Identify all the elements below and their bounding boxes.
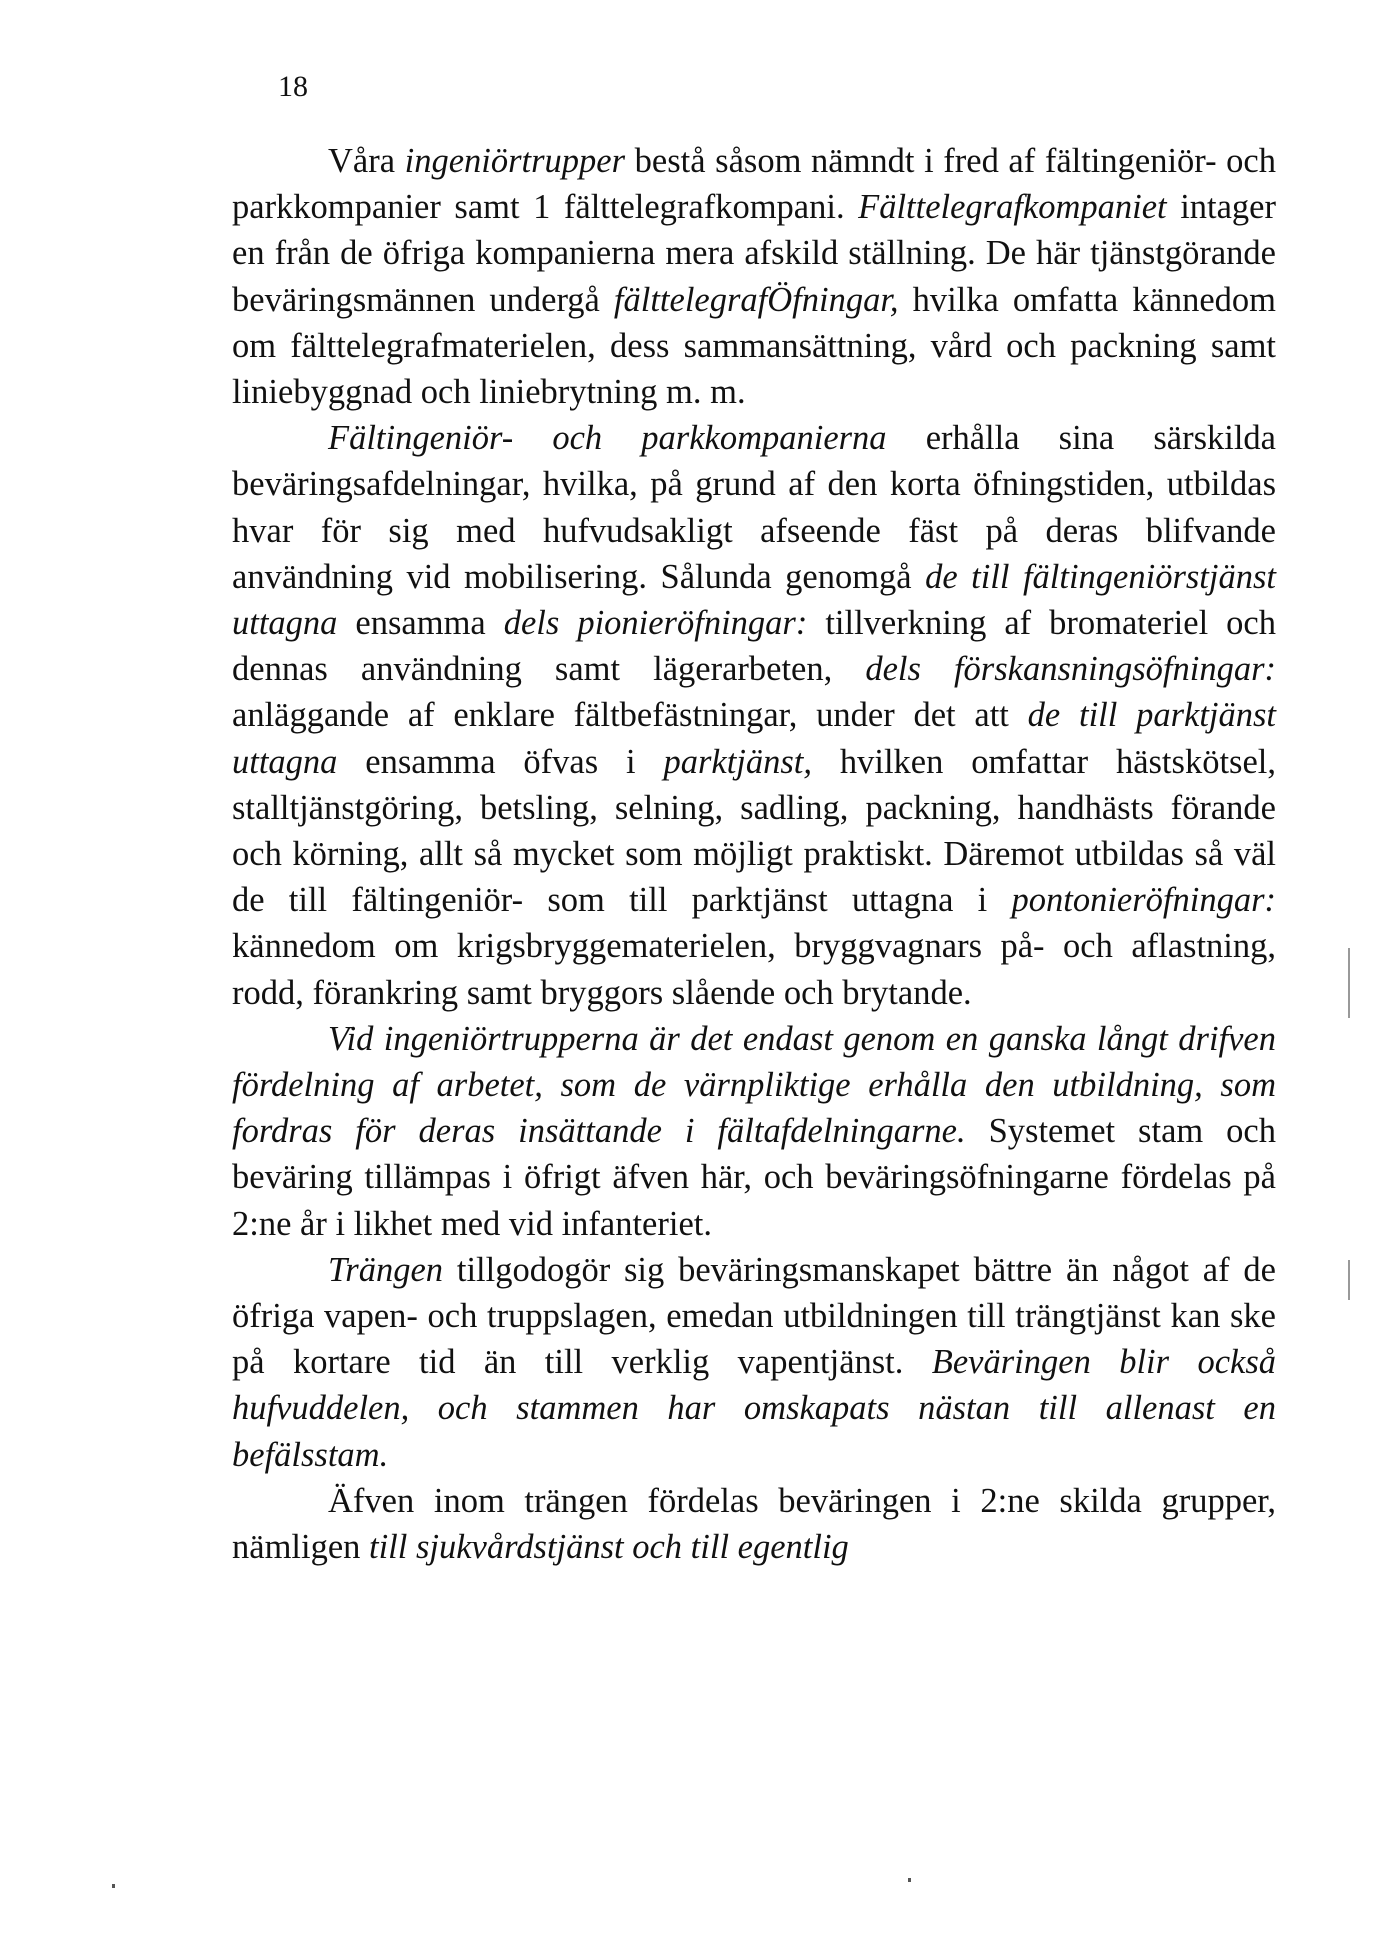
italic-text-run: pontonieröfningar: bbox=[1011, 881, 1276, 920]
italic-text-run: ingeniörtrupper bbox=[404, 142, 626, 180]
body-text bbox=[232, 138, 1276, 1570]
text-run: erhålla sina särskilda beväringsafdelningar, hvilka, på grund af den korta öfningstiden, utbildas hvar för sig med hufvudsakligt afseende fäst på deras blifvande användning vid mobilisering. Sålunda genomgå bbox=[232, 419, 1276, 596]
italic-text-run: Fälttelegrafkompaniet bbox=[858, 188, 1167, 227]
scan-speck bbox=[908, 1878, 911, 1882]
text-run: Våra bbox=[328, 142, 405, 180]
paragraph-ingeniortrupper bbox=[232, 138, 1276, 415]
text-run: anläggande af enklare fältbefästningar, under det att bbox=[232, 696, 1028, 735]
italic-text-run: de till parktjänst uttagna bbox=[232, 696, 1277, 781]
italic-text-run: till sjukvårdstjänst och till egentlig bbox=[369, 1528, 849, 1567]
italic-text-run: Beväringen blir också hufvuddelen, och stammen har omskapats nästan till allenast en befälsstam. bbox=[232, 1343, 1277, 1474]
scan-speck bbox=[112, 1884, 115, 1888]
text-run: tillgodogör sig beväringsmanskapet bättre än något af de öfriga vapen- och truppslagen, emedan utbildningen till trängtjänst kan ske på kortare tid än till verklig vapentjänst. bbox=[232, 1250, 1276, 1382]
italic-text-run: Trängen bbox=[328, 1250, 444, 1289]
paragraph-afven-inom-trangen bbox=[232, 1478, 1276, 1570]
margin-scan-mark bbox=[1348, 948, 1350, 1018]
text-run: bestå såsom nämndt i fred af fältingeniör- och parkkompanier samt 1 fälttelegrafkompani. bbox=[232, 142, 1276, 227]
paragraph-faltingenior bbox=[232, 415, 1276, 1016]
text-run: Systemet stam och beväring tillämpas i öfrigt äfven här, och beväringsöfningarne fördelas på 2:ne år i likhet med vid infanteriet. bbox=[232, 1112, 1276, 1243]
text-run: hvilka omfatta kännedom om fälttelegrafmaterielen, dess sammansättning, vård och packning samt liniebyggnad och liniebrytning m. m. bbox=[232, 280, 1276, 412]
italic-text-run: parktjänst, bbox=[663, 742, 813, 781]
italic-text-run: de till fältingeniörstjänst uttagna bbox=[232, 557, 1276, 643]
text-run: hvilken omfattar hästskötsel, stalltjänstgöring, betsling, selning, sadling, packning, handhästs förande och körning, allt så mycket som möjligt praktiskt. Däremot utbildas så väl de till fältingeniör- som till parktjänst uttagna i bbox=[232, 742, 1276, 920]
italic-text-run: fälttelegrafÖfningar, bbox=[613, 280, 899, 319]
text-run: Äfven inom trängen fördelas beväringen i 2:ne skilda grupper, nämligen bbox=[232, 1481, 1276, 1567]
italic-text-run: dels pionieröfningar: bbox=[503, 604, 808, 643]
paragraph-trangen bbox=[232, 1247, 1276, 1478]
text-run: tillverkning af bromateriel och dennas användning samt lägerarbeten, bbox=[232, 604, 1276, 689]
italic-text-run: dels förskansningsöfningar: bbox=[865, 650, 1276, 689]
text-run: intager en från de öfriga kompanierna mera afskild ställning. De här tjänstgörande beväringsmännen undergå bbox=[232, 188, 1276, 319]
page-number: 18 bbox=[278, 70, 308, 103]
italic-text-run: Fältingeniör- och parkkompanierna bbox=[328, 419, 887, 458]
text-run: ensamma öfvas i bbox=[337, 742, 664, 781]
text-run: kännedom om krigsbryggematerielen, bryggvagnars på- och aflastning, rodd, förankring samt bryggors slående och brytande. bbox=[232, 927, 1276, 1012]
text-run: ensamma bbox=[337, 604, 504, 643]
paragraph-vid-ingeniortrupperna bbox=[232, 1016, 1276, 1247]
italic-text-run: Vid ingeniörtrupperna är det endast genom en ganska långt drifven fördelning af arbetet, som de värnpliktige erhålla den utbildning, som fordras för deras insättande i fältafdelningarne. bbox=[232, 1019, 1276, 1151]
margin-scan-mark bbox=[1348, 1260, 1350, 1300]
